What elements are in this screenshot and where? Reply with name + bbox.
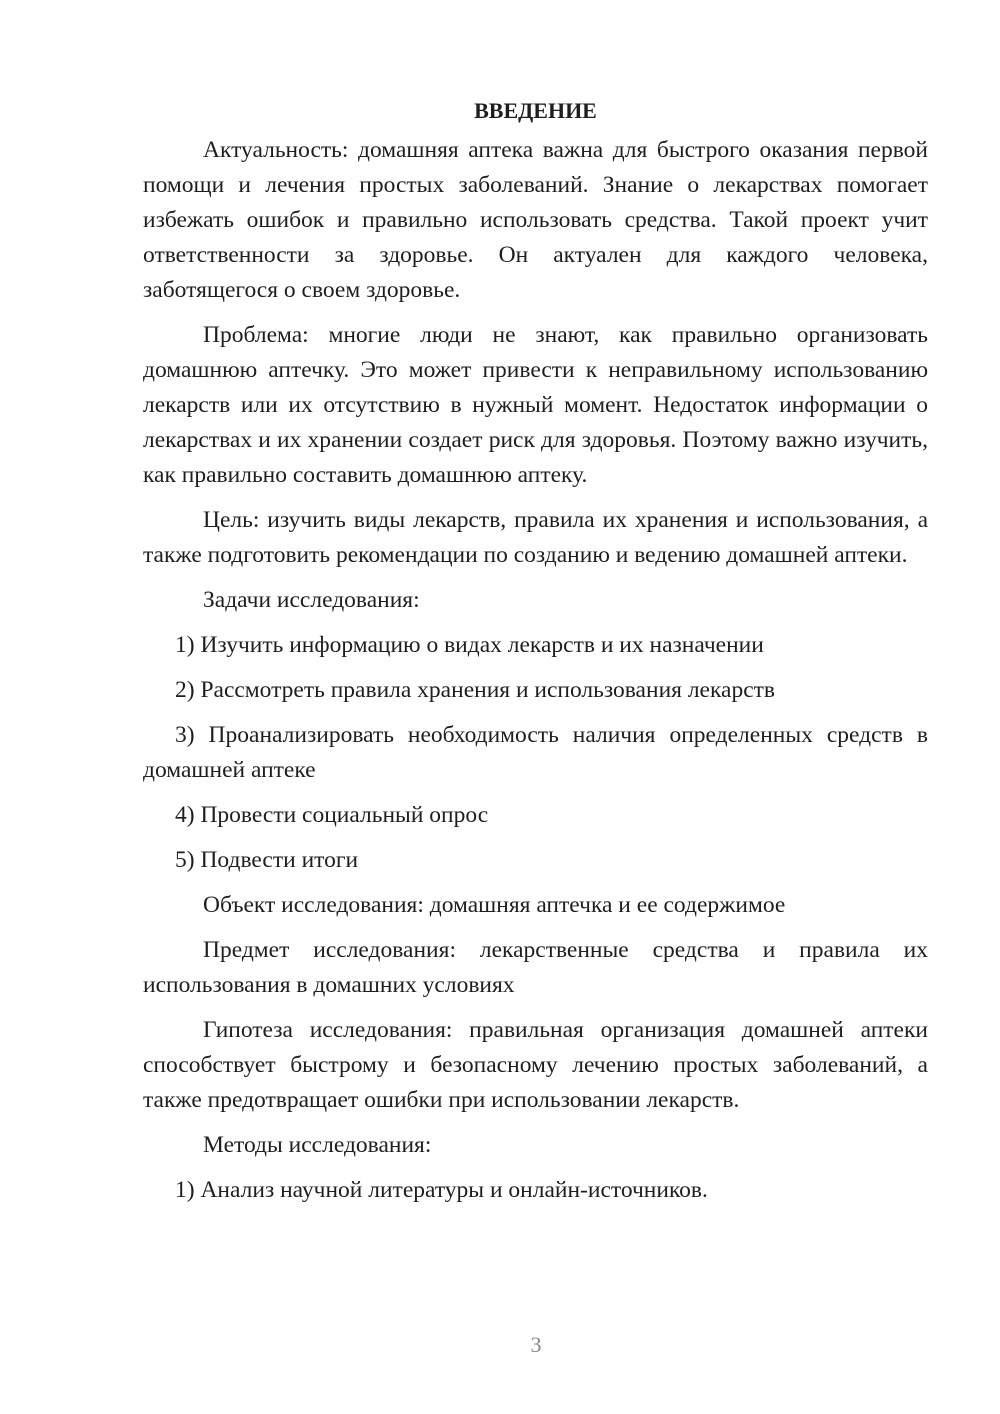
page-content (143, 95, 928, 1218)
tasks-heading: Задачи исследования: (203, 587, 420, 613)
subject-paragraph: Предмет исследования: лекарственные средства и правила их использования в домашних условиях (143, 937, 928, 998)
object-paragraph: Объект исследования: домашняя аптечка и ее содержимое (203, 892, 786, 918)
goal-paragraph: Цель: изучить виды лекарств, правила их хранения и использования, а также подготовить рекомендации по созданию и ведению домашней аптеки. (143, 507, 928, 568)
task-item-2: 2) Рассмотреть правила хранения и использования лекарств (175, 677, 776, 703)
method-item-1: 1) Анализ научной литературы и онлайн-источников. (175, 1177, 708, 1203)
task-item-3: 3) Проанализировать необходимость наличия определенных средств в домашней аптеке (143, 722, 928, 783)
hypothesis-paragraph: Гипотеза исследования: правильная организация домашней аптеки способствует быстрому и безопасному лечению простых заболеваний, а также предотвращает ошибки при использовании лекарств. (143, 1017, 928, 1113)
relevance-paragraph: Актуальность: домашняя аптека важна для быстрого оказания первой помощи и лечения простых заболеваний. Знание о лекарствах помогает избежать ошибок и правильно использовать средства. Такой проект учит ответственности за здоровье. Он актуален для каждого человека, заботящегося о своем здоровье. (143, 137, 928, 303)
methods-heading: Методы исследования: (203, 1132, 432, 1158)
page-title: ВВЕДЕНИЕ (474, 98, 597, 123)
problem-paragraph: Проблема: многие люди не знают, как правильно организовать домашнюю аптечку. Это может привести к неправильному использованию лекарств или их отсутствию в нужный момент. Недостаток информации о лекарствах и их хранении создает риск для здоровья. Поэтому важно изучить, как правильно составить домашнюю аптеку. (143, 322, 928, 488)
task-item-5: 5) Подвести итоги (175, 847, 359, 873)
page-number: 3 (530, 1332, 542, 1357)
task-item-1: 1) Изучить информацию о видах лекарств и их назначении (175, 632, 764, 658)
task-item-4: 4) Провести социальный опрос (175, 802, 489, 828)
